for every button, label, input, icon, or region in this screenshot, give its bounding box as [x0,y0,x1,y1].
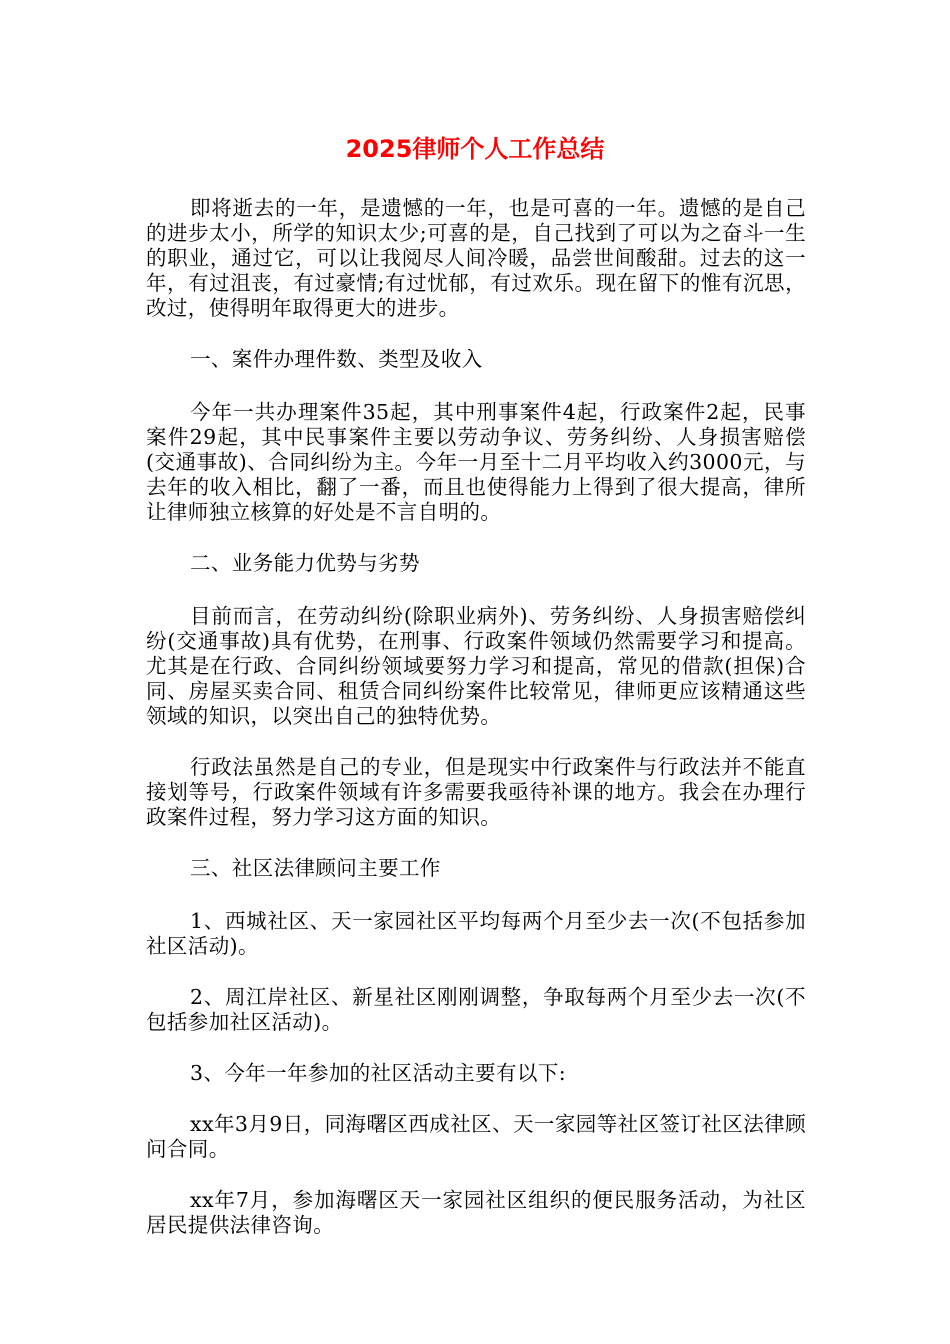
section-heading-community: 三、社区法律顾问主要工作 [190,856,441,880]
community-item-3: 3、今年一年参加的社区活动主要有以下: [190,1061,567,1085]
section-heading-abilities: 二、业务能力优势与劣势 [190,551,420,575]
document-title: 2025律师个人工作总结 [345,135,605,163]
cases-paragraph: 今年一共办理案件35起，其中刑事案件4起，行政案件2起，民事案件29起，其中民事案件主要以劳动争议、劳务纠纷、人身损害赔偿(交通事故)、合同纠纷为主。今年一月至十二月平均收入约3000元，与去年的收入相比，翻了一番，而且也使得能力上得到了很大提高，律所让律师独立核算的好处是不言自明的。 [146,400,806,524]
administrative-law-paragraph: 行政法虽然是自己的专业，但是现实中行政案件与行政法并不能直接划等号，行政案件领域有许多需要我亟待补课的地方。我会在办理行政案件过程，努力学习这方面的知识。 [146,755,806,829]
activity-march: xx年3月9日，同海曙区西成社区、天一家园等社区签订社区法律顾问合同。 [146,1112,806,1161]
abilities-paragraph: 目前而言，在劳动纠纷(除职业病外)、劳务纠纷、人身损害赔偿纠纷(交通事故)具有优势，在刑事、行政案件领域仍然需要学习和提高。尤其是在行政、合同纠纷领域要努力学习和提高，常见的借款(担保)合同、房屋买卖合同、租赁合同纠纷案件比较常见，律师更应该精通这些领域的知识，以突出自己的独特优势。 [146,604,806,728]
activity-july: xx年7月，参加海曙区天一家园社区组织的便民服务活动，为社区居民提供法律咨询。 [146,1188,806,1237]
section-heading-cases: 一、案件办理件数、类型及收入 [190,347,483,371]
community-item-1: 1、西城社区、天一家园社区平均每两个月至少去一次(不包括参加社区活动)。 [146,909,806,958]
community-item-2: 2、周江岸社区、新星社区刚刚调整，争取每两个月至少去一次(不包括参加社区活动)。 [146,985,806,1034]
intro-paragraph: 即将逝去的一年，是遗憾的一年，也是可喜的一年。遗憾的是自己的进步太小，所学的知识太少;可喜的是，自己找到了可以为之奋斗一生的职业，通过它，可以让我阅尽人间冷暖，品尝世间酸甜。过去的这一年，有过沮丧，有过豪情;有过忧郁，有过欢乐。现在留下的惟有沉思，改过，使得明年取得更大的进步。 [146,196,806,320]
document-body [146,196,806,1264]
